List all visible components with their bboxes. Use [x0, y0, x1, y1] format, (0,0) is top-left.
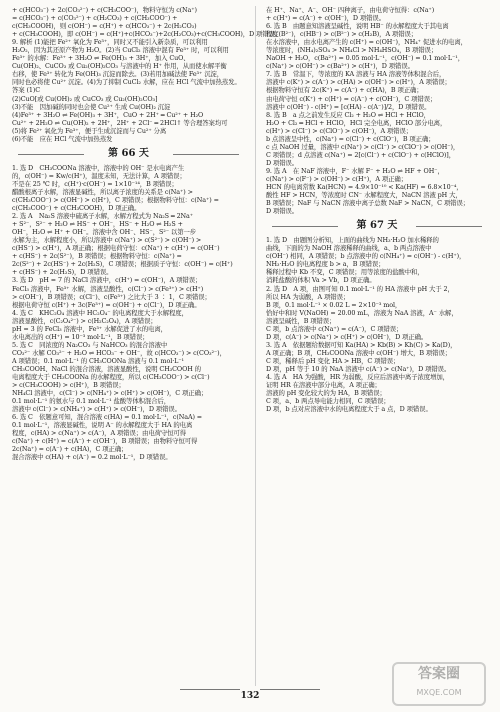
text-line: 的，c(OH⁻) = Kw/c(H⁺)，温度未知，无法计算，A 项错误； [12, 171, 186, 180]
text-line: 根据物料守恒有 2c(K⁺) = c(A⁻) + c(HA)，B 项正确； [265, 86, 423, 95]
text-line: 电离程度大于 CH₃COONa 的水解程度，所以 c(CH₃COO⁻) > c(Cl⁻) [12, 373, 210, 382]
text-line: CH₃COOH、NaCl 的混合溶液，溶液显酸性，说明 CH₃COOH 的 [12, 364, 201, 373]
text-line: b 点溶液呈中性，c(Na⁺) = c(Cl⁻) + c(ClO⁻)，B 项正确； [265, 134, 435, 143]
text-line: 2c(Na⁺) = c(A⁻) + c(HA)，C 项正确； [12, 445, 128, 454]
text-line: Cu(OH)₂、CuCO₃ 或 Cu₂(OH)₂CO₃ 与溶液中的 H⁺ 作用，从而使水解平衡 [12, 62, 227, 71]
text-line: C 项，稀释后 pH 变化 HA > HB，C 项错误； [265, 356, 400, 365]
text-line: 右移，使 Fe³⁺ 转化为 Fe(OH)₃ 沉淀而除去。(3)若用加碱法使 Fe³⁺ 沉淀， [12, 70, 224, 79]
watermark-title: 答案圈 [418, 666, 460, 682]
text-line: 2c(S²⁻) + 2c(HS⁻) + 2c(H₂S)，C 项错误；根据质子守恒：c(OH⁻) = c(H⁺) [12, 260, 233, 269]
text-line: c(CH₃COO⁻) > c(OH⁻) > c(H⁺)，C 项错误；根据物料守恒：c(Na⁺) = [12, 195, 219, 204]
text-line: 7. 选 B 常温下，等浓度的 KA 溶液与 HA 溶液等体积混合后， [265, 70, 446, 79]
text-line: 溶液呈碱性，B 项错误； [265, 316, 336, 325]
text-line: 程度(B²⁻)，c(HB⁻) > c(B²⁻) > c(H₂B)，A 项错误； [265, 30, 418, 39]
text-line: C 项，a、b 两点导电能力相同，C 项错误； [265, 397, 390, 406]
footer-rule-right [260, 689, 320, 690]
footer-rule-left [180, 689, 240, 690]
text-line: B 项错误；NaF 与 NaCN 溶液中离子总数 NaF > NaCN，C 项错误； [265, 199, 470, 208]
text-line: A 项错误；0.1 mol·L⁻¹ 的 CH₃COONa 溶液与 0.1 mol·L⁻¹ [12, 356, 185, 365]
text-line: 溶液中 c(Cl⁻) > c(NH₄⁺) > c(H⁺) > c(OH⁻)，D 项错误。 [12, 405, 181, 414]
text-line: 稀释过程中 Kb 不变，C 项错误；用等浓度的盐酸中和， [265, 268, 424, 277]
text-line: 酸性 HF > HCN，等浓度时 CN⁻ 水解程度大，NaCN 溶液 pH 大， [265, 191, 462, 200]
text-line: 恰好中和时 V(NaOH) = 20.00 mL，溶液为 NaA 溶液，A⁻ 水解， [265, 308, 458, 317]
text-line: D 项错误。 [265, 207, 299, 216]
section-title-day-67: 第 67 天 [266, 220, 488, 232]
text-line: + c(HCO₃⁻) + 2c(CO₃²⁻) + c(CH₃COO⁻)，物料守恒为 c(Na⁺) [12, 6, 197, 14]
text-line: 程度，c(HA) > c(Na⁺) > c(A⁻)，A 项错误；由电荷守恒可得 [12, 429, 187, 438]
text-line: (3)不能 因加碱的同时也会使 Cu²⁺ 生成 Cu(OH)₂ 沉淀 [12, 102, 171, 111]
text-line: Fe³⁺ 的水解：Fe³⁺ + 3H₂O ⇌ Fe(OH)₃ + 3H⁺，加入 CuO、 [12, 54, 190, 63]
text-line: pH = 3 的 FeCl₃ 溶液中，Fe³⁺ 水解促进了水的电离， [12, 324, 167, 333]
page-number: 132 [240, 691, 260, 701]
text-line: H₂O₂，因为其还原产物为 H₂O。(2)当 CuCl₂ 溶液中混有 Fe³⁺ 时，可以利用 [12, 46, 229, 55]
text-line: 1. 选 D CH₃COONa 溶液中，溶液中的 OH⁻ 是水电离产生 [12, 163, 185, 172]
column-divider [255, 6, 256, 686]
text-line: c(H⁺) > c(Cl⁻) > c(ClO⁻) > c(OH⁻)，A 项错误； [265, 126, 413, 135]
text-line: = c(HCO₃⁻) + c(CO₃²⁻) + c(H₂CO₃) + c(CH₃COO⁻) + [12, 14, 178, 23]
text-line: c 点 NaOH 过量，溶液中 c(Na⁺) > c(Cl⁻) > c(ClO⁻) > c(OH⁻)， [265, 142, 460, 151]
text-line: 同时也必将使 Cu²⁺ 沉淀。(4)为了抑制 CuCl₂ 水解，应在 HCl 气流中加热蒸发。 [12, 78, 241, 87]
text-line: 在水溶液中，由水电离产生的 c(H⁺) = c(OH⁻)，NH₄⁺ 促进水的电离， [265, 38, 467, 47]
text-line: NH₄Cl 溶液中，c(Cl⁻) > c(NH₄⁺) > c(H⁺) > c(OH⁻)，C 项正确； [12, 389, 208, 398]
text-line: NaOH + H₂O，c(Ba²⁺) = 0.05 mol·L⁻¹，c(OH⁻) = 0.1 mol·L⁻¹， [265, 54, 465, 63]
text-line: 1. 选 D 由题图分析知，上面的曲线为 NH₃·H₂O 加水稀释的 [265, 236, 439, 245]
text-line: 溶液的 pH 变化较大的为 HA，B 项错误； [265, 389, 386, 398]
text-line: 在 H⁺、Na⁺、A⁻、OH⁻ 四种离子，由电荷守恒得：c(Na⁺) [265, 6, 435, 14]
text-line: B 项，0.1 mol·L⁻¹ × 0.02 L = 2×10⁻³ mol， [265, 300, 402, 309]
left-body-block [12, 164, 245, 462]
text-line: 8. 选 B a 点之前发生反应 Cl₂ + H₂O ⇌ HCl + HClO， [265, 110, 430, 119]
text-line: 4. 选 C KHC₂O₄ 溶液中 HC₂O₄⁻ 的电离程度大于水解程度， [12, 308, 188, 317]
text-line: CO₃²⁻ 水解 CO₃²⁻ + H₂O ⇌ HCO₃⁻ + OH⁻，故 c(HCO₃⁻) > c(CO₃²⁻)， [12, 348, 226, 357]
text-line: 溶液显酸性，c(C₂O₄²⁻) > c(H₂C₂O₄)，A 项错误； [12, 316, 157, 325]
text-line: c(CH₃COO⁻) + c(CH₃COOH)，D 项正确。 [12, 204, 141, 213]
text-line: NH₃·H₂O 的电离程度 b > a，B 项错误； [265, 260, 385, 269]
text-line: C 项错误；d 点溶液 c(Na⁺) = 2[c(Cl⁻) + c(ClO⁻) + c(HClO)]， [265, 150, 455, 159]
text-line: 消耗盐酸的体积 Va > Vb，D 项正确。 [265, 276, 376, 285]
text-line: + c(HS⁻) + 2c(H₂S)，D 项错误。 [12, 268, 113, 277]
text-line: c(Na⁺) > c(OH⁻) > c(Ba²⁺) > c(H⁺)，D 项错误。 [265, 62, 414, 71]
watermark-url: MXQE.COM [416, 688, 462, 697]
text-line: 溶液中 c(OH⁻) - c(H⁺) = [c(HA) - c(A⁻)]/2，D 项错误。 [265, 102, 431, 111]
text-line: 溶液中 c(K⁺) > c(A⁻) > c(HA) > c(OH⁻) > c(H⁺)，A 项错误； [265, 78, 451, 87]
text-line: 由电荷守恒 c(K⁺) + c(H⁺) = c(A⁻) + c(OH⁻)，C 项错误； [265, 94, 437, 103]
right-top-block [266, 6, 488, 215]
text-line: > c(OH⁻)，B 项错误；c(Cl⁻)、c(Fe³⁺) 之比大于 3 ∶ 1，C 项错误； [12, 292, 211, 301]
text-line: 0.1 mol·L⁻¹，溶液显碱性，说明 A⁻ 的水解程度大于 HA 的电离 [12, 421, 193, 430]
text-line: OH⁻，H₂O ⇌ H⁺ + OH⁻。溶液中含 OH⁻、HS⁻，S²⁻ 以第一步 [12, 228, 197, 237]
text-line: 3. 选 A 依据题给数据可知 Ka(HA) > Kb(B) > Kh(C) > Ka(D)， [265, 340, 457, 349]
text-line: (5)将 Fe²⁺ 氧化为 Fe³⁺，便于生成沉淀而与 Cu²⁺ 分离 [12, 126, 167, 135]
text-line: H₂O + Cl₂ ═ HCl + HClO，HCl 完全电离，HClO 部分电离， [265, 118, 447, 127]
text-line: 等浓度时，(NH₄)₂SO₄ > NH₄Cl > NH₄HSO₄，B 项错误； [265, 46, 438, 55]
text-line: 证明 HR 在溶液中部分电离，A 项正确； [265, 381, 381, 390]
text-line: D 项错误。 [265, 158, 299, 167]
text-line: + S²⁻，S²⁻ + H₂O ⇌ HS⁻ + OH⁻，HS⁻ + H₂O ⇌ H₂S + [12, 220, 183, 229]
text-line: 根据电荷守恒 c(H⁺) + 3c(Fe³⁺) = c(OH⁻) + c(Cl⁻)，D 项正确。 [12, 300, 201, 309]
text-line: 不是在 25 ℃ 时，c(H⁺)·c(OH⁻) = 1×10⁻¹⁴，B 项错误； [12, 179, 178, 188]
text-line: 水电离出的 c(H⁺) = 10⁻³ mol·L⁻¹，B 项错误； [12, 332, 149, 341]
section-title-day-66: 第 66 天 [12, 148, 245, 160]
text-line: 3. 选 D pH = 7 的 NaCl 溶液中，c(H⁺) = c(OH⁻)，A 项错误； [12, 276, 202, 285]
text-line: 6. 选 B 由题意知溶液呈碱性，说明 HB⁻ 的水解程度大于其电离 [265, 22, 449, 31]
text-line: c(CH₃COOH)，则 c(OH⁻) = c(H⁺) + c(HCO₃⁻) + 2c(H₂CO₃) [12, 22, 197, 31]
text-line: + c(CH₃COOH)，即 c(OH⁻) = c(H⁺)+c(HCO₃⁻)+2c(H₂CO₃)+c(CH₃COOH)，D 项错误。 [12, 30, 282, 39]
right-column [266, 6, 488, 686]
text-line: c(Na⁺) + c(H⁺) = c(A⁻) + c(OH⁻)，B 项错误；由物料守恒可得 [12, 437, 198, 446]
right-body-block [266, 236, 488, 413]
text-line: C 项，b 点溶液中 c(Na⁺) = c(A⁻)，C 项错误； [265, 324, 403, 333]
two-column-layout [12, 6, 488, 686]
text-line: > c(CH₃COOH) > c(H⁺)，B 项错误； [12, 381, 125, 390]
text-line: (4)Fe³⁺ + 3H₂O ⇌ Fe(OH)₃ + 3H⁺，CuO + 2H⁺ ═ Cu²⁺ + H₂O [12, 110, 204, 119]
left-top-block [12, 6, 282, 143]
text-line: 混合溶液中 c(HA) + c(A⁻) = 0.2 mol·L⁻¹，D 项错误。 [12, 453, 172, 462]
text-line: (2)CuO[或 Cu(OH)₂ 或 CuCO₃ 或 Cu₂(OH)₂CO₃] [12, 94, 158, 103]
text-line: + c(H⁺) = c(A⁻) + c(OH⁻)，D 项错误。 [265, 14, 385, 23]
text-line: c(OH⁻) 相同，A 项错误；b 点溶液中的 c(NH₄⁺) = c(OH⁻) - c(H⁺)， [265, 252, 466, 261]
text-line: FeCl₃ 溶液中，Fe³⁺ 水解，溶液呈酸性，c(Cl⁻) > c(Fe³⁺) > c(H⁺) [12, 284, 204, 293]
text-line: 答案 (1)C [12, 86, 41, 95]
site-watermark [392, 662, 486, 706]
left-column [12, 6, 282, 686]
text-line: 5. 选 C 同浓度的 Na₂CO₃ 与 NaHCO₃ 的混合溶液中 [12, 340, 168, 349]
text-line: 醋酸根离子水解，溶液显碱性，所以离子浓度的关系是 c(Na⁺) > [12, 187, 193, 196]
text-line: 水解为主，水解程度小，所以溶液中 c(Na⁺) > c(S²⁻) > c(OH⁻) > [12, 236, 202, 245]
text-line: 0.1 mol·L⁻¹ 的氨水与 0.1 mol·L⁻¹ 盐酸等体积混合后， [12, 397, 171, 406]
text-line: D 项，pH 等于 10 的 NaA 溶液中 c(A⁻) > c(Na⁺)，D 项错误。 [265, 364, 451, 373]
text-line: A 项正确；B 项，CH₃COONa 溶液中 c(OH⁻) 增大，B 项错误； [265, 348, 452, 357]
text-line: 曲线，下面的为 NaOH 溶液稀释的曲线，a、b 两点溶液中 [265, 244, 432, 253]
text-line: 9. 解析 (1)能把 Fe²⁺ 氧化为 Fe³⁺，同时又不能引入新杂质，可以利用 [12, 38, 208, 47]
text-line: (6)不能 应在 HCl 气流中加热蒸发 [12, 134, 113, 143]
text-line: + c(HS⁻) + 2c(S²⁻)，B 项错误；根据物料守恒：c(Na⁺) = [12, 252, 182, 261]
text-line: HCN 的电离常数 Ka(HCN) = 4.9×10⁻¹⁰ < Ka(HF) = 6.8×10⁻⁴， [265, 183, 463, 192]
text-line: 2. 选 A Na₂S 溶液中硫离子水解，水解方程式为 Na₂S ═ 2Na⁺ [12, 212, 194, 221]
text-line: c(Na⁺) > c(F⁻) > c(OH⁻) > c(H⁺)，A 项正确； [265, 174, 407, 183]
text-line: D 项，b 点对应溶液中水的电离程度大于 a 点，D 项错误。 [265, 405, 432, 414]
text-line: D 项，c(A⁻) > c(Na⁺) > c(H⁺) > c(OH⁻)，D 项正确。 [265, 332, 428, 341]
text-line: 2. 选 D A 项，由图可知 0.1 mol·L⁻¹ 的 HA 溶液中 pH 大于 2， [265, 284, 454, 293]
text-line: 4. 选 A HA 为强酸，HR 为弱酸，反应后溶液中离子浓度增加， [265, 373, 449, 382]
text-line: c(HS⁻) > c(H⁺)，A 项正确；根据电荷守恒：c(Na⁺) + c(H⁺) = c(OH⁻) [12, 244, 220, 253]
text-line: 所以 HA 为弱酸，A 项错误； [265, 292, 350, 301]
text-line: Cu²⁺ + 2H₂O ⇌ Cu(OH)₂ + 2H⁺，2H⁺ + 2Cl⁻ ═ 2HCl↑ 等合理答案均可 [12, 118, 228, 127]
text-line: 6. 选 C 依题意可知，混合溶液 c(HA) = 0.1 mol·L⁻¹，c(NaA) = [12, 413, 203, 422]
text-line: 9. 选 A 在 NaF 溶液中，F⁻ 水解 F⁻ + H₂O ⇌ HF + OH⁻， [265, 166, 444, 175]
